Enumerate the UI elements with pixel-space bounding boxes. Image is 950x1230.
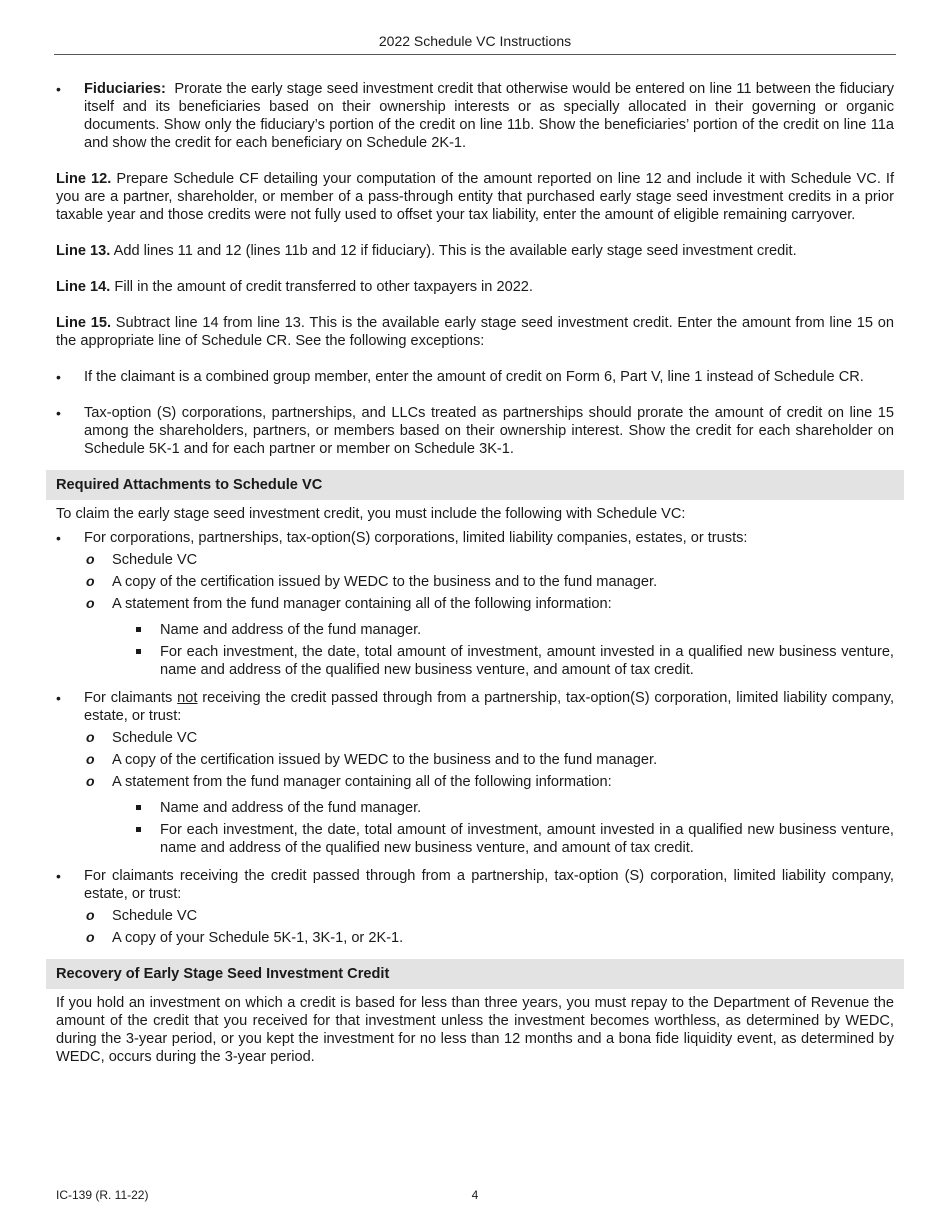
attachments-group3: • For claimants receiving the credit passed through from a partnership, tax-option (S) corporation, limited liability company, estate, or trust: <box>56 867 894 903</box>
attachments-intro: To claim the early stage seed investment credit, you must include the following with Schedule VC: <box>56 506 686 522</box>
line12-label: Line 12. <box>56 171 112 187</box>
group1-item: o Schedule VC <box>56 551 894 569</box>
line12-paragraph <box>56 170 894 224</box>
line12-text: Prepare Schedule CF detailing your computation of the amount reported on line 12 and include it with Schedule VC. If you are a partner, shareholder, or member of a pass-through entity that purchased early stage seed investment credits in a prior taxable year and those credits were not fully used to offset your tax liability, enter the amount of eligible remaining carryover. <box>56 171 894 223</box>
exception-combined-group: • If the claimant is a combined group member, enter the amount of credit on Form 6, Part V, line 1 instead of Schedule CR. <box>56 368 894 386</box>
recovery-text: If you hold an investment on which a credit is based for less than three years, you must repay to the Department of Revenue the amount of the credit that you received for that investment unless the investment becomes worthless, as determined by WEDC, during the 3-year period, or you kept the investment for no less than 12 months and a bona fide liquidity event, as determined by WEDC, occurs during the 3-year period. <box>56 995 894 1065</box>
group1-subitem: Name and address of the fund manager. <box>56 621 894 639</box>
group2-subitem: For each investment, the date, total amount of investment, amount invested in a qualified new business venture, name and address of the qualified new business venture, and amount of tax credit. <box>56 821 894 857</box>
group1-item: o A copy of the certification issued by WEDC to the business and to the fund manager. <box>56 573 894 591</box>
line13-label: Line 13. <box>56 243 111 259</box>
line15-text: Subtract line 14 from line 13. This is the available early stage seed investment credit. Enter the amount from line 15 on the appropriate line of Schedule CR. See the following exceptions: <box>56 315 894 349</box>
line15-label: Line 15. <box>56 315 112 331</box>
fiduciaries-text: Prorate the early stage seed investment credit that otherwise would be entered on line 11 between the fiduciary itself and its beneficiaries based on their ownership interests or as specially allocated in their governing or organic documents. Show only the fiduciary’s portion of the credit on line 11b. Show the beneficiaries’ portion of the credit on line 11a and show the credit for each beneficiary on Schedule 2K-1. <box>84 81 894 151</box>
fiduciaries-bullet <box>56 80 894 152</box>
attachments-heading: Required Attachments to Schedule VC <box>46 470 904 500</box>
group2-subitem: Name and address of the fund manager. <box>56 799 894 817</box>
line14-label: Line 14. <box>56 279 111 295</box>
recovery-heading: Recovery of Early Stage Seed Investment Credit <box>46 959 904 989</box>
group1-subitem: For each investment, the date, total amount of investment, amount invested in a qualified new business venture, name and address of the qualified new business venture, and amount of tax credit. <box>56 643 894 679</box>
group2-text-underlined: not <box>177 690 198 706</box>
group3-item: o Schedule VC <box>56 907 894 925</box>
line15-paragraph <box>56 314 894 350</box>
group2-text-after: receiving the credit passed through from a partnership, tax-option(S) corporation, limited liability company, estate, or trust: <box>84 690 895 724</box>
attachments-group1: • For corporations, partnerships, tax-option(S) corporations, limited liability companies, estates, or trusts: <box>56 529 894 547</box>
page-header: 2022 Schedule VC Instructions <box>54 32 896 55</box>
page-content <box>56 80 894 1066</box>
line14-text: Fill in the amount of credit transferred to other taxpayers in 2022. <box>114 279 533 295</box>
line14-paragraph <box>56 278 894 296</box>
group1-item: o A statement from the fund manager containing all of the following information: <box>56 595 894 613</box>
page-number: 4 <box>471 1188 479 1202</box>
group2-item: o Schedule VC <box>56 729 894 747</box>
attachments-group2 <box>56 689 894 725</box>
form-id: IC-139 (R. 11-22) <box>56 1188 149 1202</box>
group3-item: o A copy of your Schedule 5K-1, 3K-1, or 2K-1. <box>56 929 894 947</box>
group2-item: o A statement from the fund manager containing all of the following information: <box>56 773 894 791</box>
group2-text-before: For claimants <box>84 690 178 706</box>
line13-text: Add lines 11 and 12 (lines 11b and 12 if fiduciary). This is the available early stage seed investment credit. <box>113 243 797 259</box>
exception-tax-option: • Tax-option (S) corporations, partnerships, and LLCs treated as partnerships should prorate the amount of credit on line 15 among the shareholders, partners, or members based on their ownership interest. Show the credit for each shareholder on Schedule 5K-1 and for each partner or member on Schedule 3K-1. <box>56 404 894 458</box>
fiduciaries-label: Fiduciaries: <box>84 81 166 97</box>
line13-paragraph <box>56 242 894 260</box>
group2-item: o A copy of the certification issued by WEDC to the business and to the fund manager. <box>56 751 894 769</box>
